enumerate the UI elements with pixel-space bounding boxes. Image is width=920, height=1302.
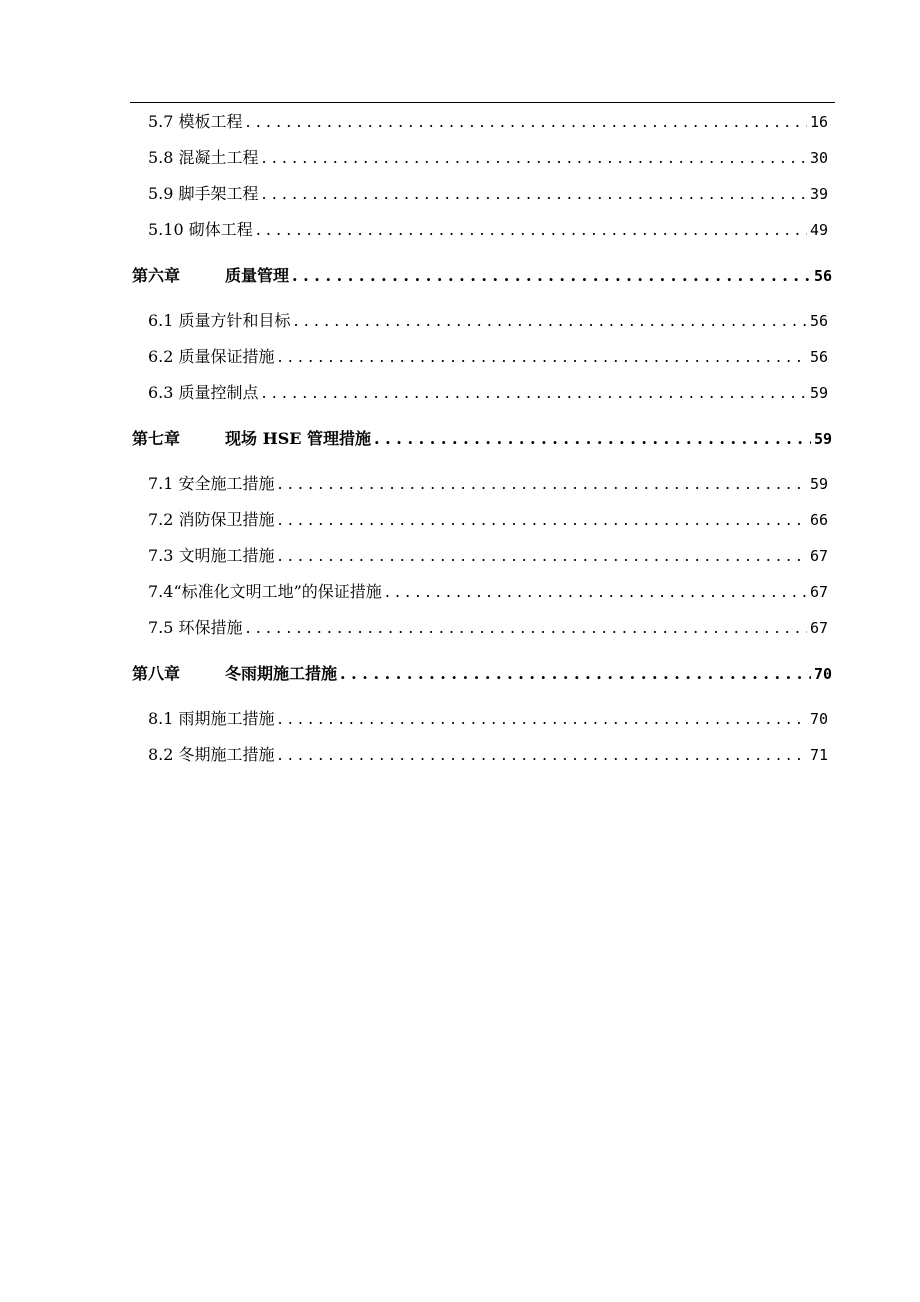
toc-chapter-label: 质量管理 [225, 266, 290, 285]
toc-chapter-page: 70 [813, 665, 832, 683]
dot-leader [292, 264, 811, 288]
toc-entry-label: 5.9 脚手架工程 [148, 184, 259, 203]
toc-entry-label: 6.2 质量保证措施 [148, 347, 275, 366]
toc-entry-5-9[interactable] [148, 182, 828, 206]
toc-entry-page: 67 [809, 583, 828, 601]
dot-leader [278, 508, 807, 532]
toc-entry-page: 66 [809, 511, 828, 529]
toc-entry-7-4[interactable] [148, 580, 828, 604]
toc-entry-label: 5.10 砌体工程 [148, 220, 253, 239]
toc-entry-7-3[interactable] [148, 544, 828, 568]
dot-leader [278, 345, 807, 369]
toc-entry-label: 8.1 雨期施工措施 [148, 709, 275, 728]
dot-leader [278, 743, 807, 767]
toc-entry-label: 6.3 质量控制点 [148, 383, 259, 402]
dot-leader [374, 427, 811, 451]
toc-entry-page: 70 [809, 710, 828, 728]
toc-entry-page: 67 [809, 547, 828, 565]
toc-entry-5-7[interactable] [148, 110, 828, 134]
dot-leader [278, 544, 807, 568]
toc-entry-label: 5.7 模板工程 [148, 112, 243, 131]
toc-entry-page: 59 [809, 384, 828, 402]
toc-entry-label: 7.3 文明施工措施 [148, 546, 275, 565]
toc-entry-8-2[interactable] [148, 743, 828, 767]
toc-entry-7-1[interactable] [148, 472, 828, 496]
toc-chapter-number: 第七章 [132, 429, 181, 448]
toc-entry-page: 39 [809, 185, 828, 203]
dot-leader [278, 472, 807, 496]
toc-chapter-label: 现场 HSE 管理措施 [225, 429, 372, 448]
dot-leader [340, 662, 811, 686]
dot-leader [256, 218, 807, 242]
toc-entry-page: 16 [809, 113, 828, 131]
toc-entry-page: 56 [809, 348, 828, 366]
dot-leader [246, 616, 807, 640]
dot-leader [385, 580, 807, 604]
toc-entry-label: 7.4“标准化文明工地”的保证措施 [148, 582, 382, 601]
toc-entry-5-10[interactable] [148, 218, 828, 242]
dot-leader [278, 707, 807, 731]
header-rule [130, 102, 835, 103]
toc-entry-6-3[interactable] [148, 381, 828, 405]
toc-chapter-7[interactable] [132, 427, 832, 451]
toc-entry-page: 67 [809, 619, 828, 637]
toc-entry-label: 6.1 质量方针和目标 [148, 311, 291, 330]
toc-chapter-page: 56 [813, 267, 832, 285]
toc-entry-6-1[interactable] [148, 309, 828, 333]
toc-entry-label: 7.2 消防保卫措施 [148, 510, 275, 529]
toc-entry-page: 71 [809, 746, 828, 764]
toc-entry-5-8[interactable] [148, 146, 828, 170]
toc-entry-page: 59 [809, 475, 828, 493]
toc-entry-6-2[interactable] [148, 345, 828, 369]
dot-leader [262, 146, 807, 170]
toc-chapter-number: 第六章 [132, 266, 181, 285]
toc-entry-label: 7.1 安全施工措施 [148, 474, 275, 493]
dot-leader [294, 309, 807, 333]
dot-leader [246, 110, 807, 134]
toc-entry-page: 49 [809, 221, 828, 239]
toc-chapter-page: 59 [813, 430, 832, 448]
toc-entry-7-2[interactable] [148, 508, 828, 532]
toc-chapter-6[interactable] [132, 264, 832, 288]
toc-entry-label: 5.8 混凝土工程 [148, 148, 259, 167]
toc-chapter-label: 冬雨期施工措施 [225, 664, 338, 683]
toc-entry-8-1[interactable] [148, 707, 828, 731]
dot-leader [262, 381, 807, 405]
toc-chapter-8[interactable] [132, 662, 832, 686]
dot-leader [262, 182, 807, 206]
toc-entry-label: 7.5 环保措施 [148, 618, 243, 637]
toc-entry-7-5[interactable] [148, 616, 828, 640]
toc-entry-page: 56 [809, 312, 828, 330]
toc-entry-page: 30 [809, 149, 828, 167]
toc-chapter-number: 第八章 [132, 664, 181, 683]
toc-entry-label: 8.2 冬期施工措施 [148, 745, 275, 764]
